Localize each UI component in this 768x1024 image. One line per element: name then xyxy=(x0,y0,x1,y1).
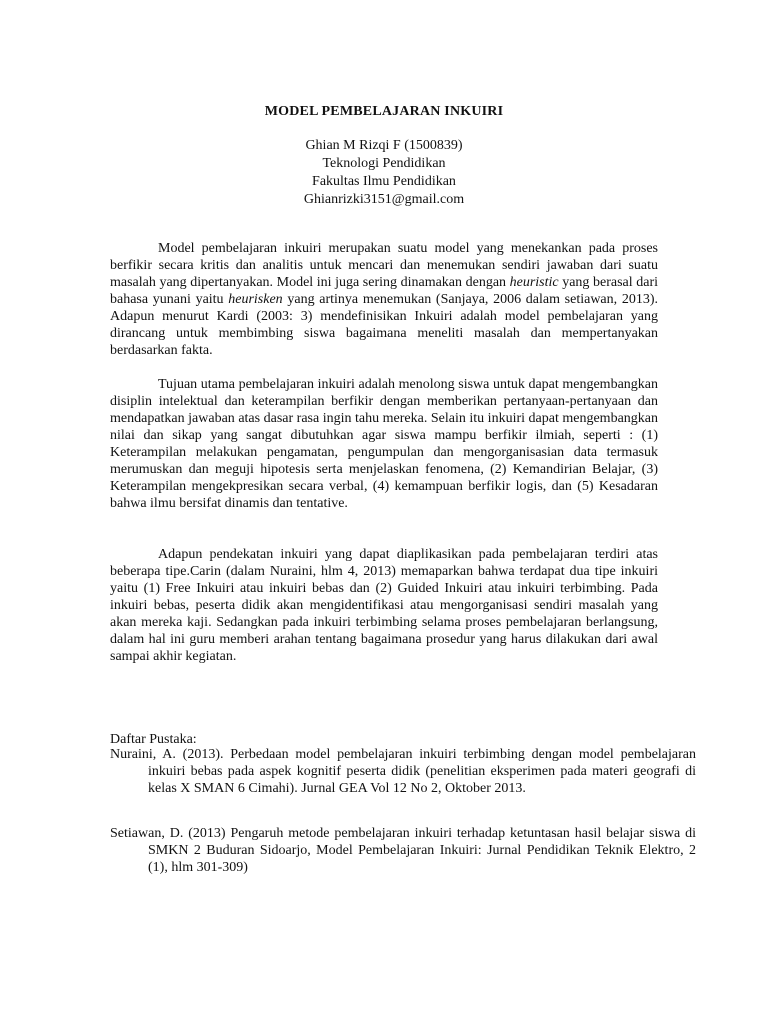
paragraph-text: yang artinya menemukan (Sanjaya, 2006 dalam setiawan, 2013). Adapun menurut Kardi (2003: 3) mendefinisikan Inkuiri adalah model pembelajaran yang dirancang untuk membimbing siswa bagaimana meneliti masalah dan mempertanyakan berdasarkan fakta. xyxy=(110,292,658,358)
paragraph-types: Adapun pendekatan inkuiri yang dapat diaplikasikan pada pembelajaran terdiri atas beberapa tipe.Carin (dalam Nuraini, hlm 4, 2013) memaparkan bahwa terdapat dua tipe inkuiri yaitu (1) Free Inkuiri atau inkuiri bebas dan (2) Guided Inkuiri atau inkuiri terbimbing. Pada inkuiri bebas, peserta didik akan mengidentifikasi atau mengorganisasi sendiri masalah yang akan mereka kaji. Sedangkan pada inkuiri terbimbing selama proses pembelajaran berlangsung, dalam hal ini guru memberi arahan tentang bagaimana prosedur yang harus dilakukan dari awal sampai akhir kegiatan. xyxy=(110,547,658,664)
paragraph-text: Model pembelajaran inkuiri merupakan suatu model yang menekankan pada proses berfikir secara kritis dan analitis untuk mencari dan menemukan sendiri jawaban dari suatu masalah yang dipertanyakan. Model ini juga sering dinamakan dengan xyxy=(110,241,658,290)
document-title: MODEL PEMBELAJARAN INKUIRI xyxy=(264,104,504,119)
author-info xyxy=(0,137,768,209)
references-heading: Daftar Pustaka: xyxy=(110,732,197,747)
author-email: Ghianrizki3151@gmail.com xyxy=(303,192,465,207)
reference-item: Nuraini, A. (2013). Perbedaan model pembelajaran inkuiri terbimbing dengan model pembelajaran inkuiri bebas pada aspek kognitif peserta didik (penelitian eksperimen pada materi geografi di kelas X SMAN 6 Cimahi). Jurnal GEA Vol 12 No 2, Oktober 2013. xyxy=(110,747,696,796)
author-faculty: Fakultas Ilmu Pendidikan xyxy=(312,174,456,189)
paragraph-goals: Tujuan utama pembelajaran inkuiri adalah menolong siswa untuk dapat mengembangkan disiplin intelektual dan keterampilan berfikir dengan memberikan pertanyaan-pertanyaan dan mendapatkan jawaban atas dasar rasa ingin tahu mereka. Selain itu inkuiri dapat mengembangkan nilai dan sikap yang sangat dibutuhkan agar siswa mampu berfikir ilmiah, seperti : (1) Keterampilan melakukan pengamatan, pengumpulan dan mengorganisasian data termasuk merumuskan dan meguji hipotesis serta menjelaskan fenomena, (2) Kemandirian Belajar, (3) Keterampilan mengekpresikan secara verbal, (4) kemampuan berfikir logis, dan (5) Kesadaran bahwa ilmu bersifat dinamis dan tentative. xyxy=(110,377,658,511)
author-program: Teknologi Pendidikan xyxy=(322,156,446,171)
paragraph-definition xyxy=(110,240,658,359)
italic-term-heurisken: heurisken xyxy=(228,292,283,307)
italic-term-heuristic: heuristic xyxy=(509,275,559,290)
paragraph-text: yang berasal dari bahasa yunani yaitu xyxy=(110,275,658,307)
reference-item: Setiawan, D. (2013) Pengaruh metode pembelajaran inkuiri terhadap ketuntasan hasil belajar siswa di SMKN 2 Buduran Sidoarjo, Model Pembelajaran Inkuiri: Jurnal Pendidikan Teknik Elektro, 2 (1), hlm 301-309) xyxy=(110,826,696,875)
author-name: Ghian M Rizqi F (1500839) xyxy=(305,138,463,153)
